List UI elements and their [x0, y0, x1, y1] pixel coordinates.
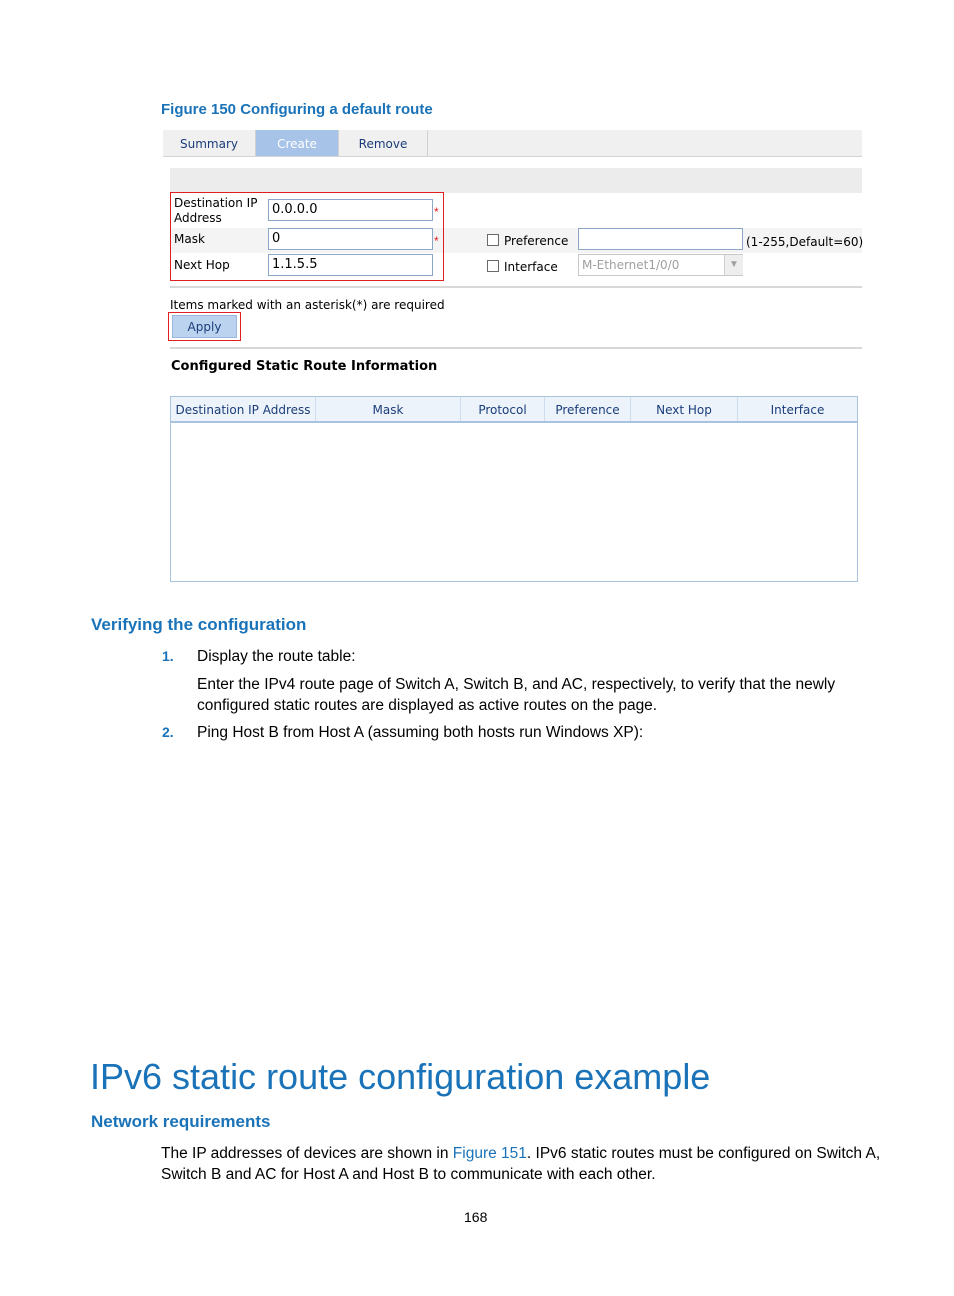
- interface-checkbox[interactable]: [487, 260, 499, 272]
- tab-create[interactable]: Create: [256, 130, 339, 156]
- col-destination-ip: Destination IP Address: [171, 397, 316, 421]
- next-hop-label: Next Hop: [174, 258, 230, 272]
- mask-required-star: *: [434, 234, 439, 248]
- network-requirements-paragraph: The IP addresses of devices are shown in Figure 151. IPv6 static routes must be configured on Switch A, Switch B and AC for Host A and Host B to communicate with each other.: [161, 1145, 881, 1183]
- apply-divider: [170, 347, 862, 349]
- mask-label: Mask: [174, 232, 205, 246]
- step-2-number: 2.: [162, 724, 174, 740]
- interface-label: Interface: [504, 260, 558, 274]
- dest-ip-input[interactable]: 0.0.0.0: [268, 199, 433, 221]
- interface-select-value: M-Ethernet1/0/0: [582, 258, 680, 272]
- network-requirements-heading: Network requirements: [91, 1112, 271, 1131]
- interface-select[interactable]: [578, 254, 743, 276]
- preference-hint: (1-255,Default=60): [746, 235, 864, 249]
- col-mask: Mask: [316, 397, 461, 421]
- verify-heading: Verifying the configuration: [91, 615, 307, 634]
- dest-ip-label: Destination IP Address: [174, 196, 258, 225]
- route-info-title: Configured Static Route Information: [171, 359, 438, 374]
- col-next-hop: Next Hop: [631, 397, 738, 421]
- chevron-down-icon[interactable]: ▼: [724, 255, 743, 275]
- page-number: 168: [464, 1209, 488, 1225]
- tab-summary[interactable]: Summary: [163, 130, 256, 156]
- route-table-header: [171, 397, 857, 423]
- figure-151-link[interactable]: Figure 151: [452, 1145, 527, 1162]
- apply-button[interactable]: Apply: [172, 315, 237, 338]
- col-preference: Preference: [545, 397, 631, 421]
- preference-input[interactable]: [578, 228, 743, 250]
- next-hop-input[interactable]: 1.1.5.5: [268, 254, 433, 276]
- step-1-text: Display the route table:: [197, 648, 356, 665]
- dest-ip-required-star: *: [434, 205, 439, 219]
- figure-caption: Figure 150 Configuring a default route: [161, 101, 433, 118]
- route-table: [170, 396, 858, 582]
- section-heading: IPv6 static route configuration example: [90, 1056, 711, 1097]
- preference-label: Preference: [504, 234, 569, 248]
- col-interface: Interface: [770, 403, 825, 417]
- tab-remove[interactable]: Remove: [339, 130, 428, 156]
- col-protocol: Protocol: [461, 397, 545, 421]
- step-1-detail: Enter the IPv4 route page of Switch A, Switch B, and AC, respectively, to verify that the newly configured static routes are displayed as active routes on the page.: [197, 676, 836, 714]
- step-1-number: 1.: [162, 648, 174, 664]
- preference-checkbox[interactable]: [487, 234, 499, 246]
- tab-bar: [163, 130, 862, 157]
- mask-input[interactable]: 0: [268, 228, 433, 250]
- required-note: Items marked with an asterisk(*) are required: [170, 298, 445, 312]
- form-header-band: [170, 168, 862, 193]
- form-divider: [170, 286, 862, 288]
- step-2-text: Ping Host B from Host A (assuming both hosts run Windows XP):: [197, 724, 644, 741]
